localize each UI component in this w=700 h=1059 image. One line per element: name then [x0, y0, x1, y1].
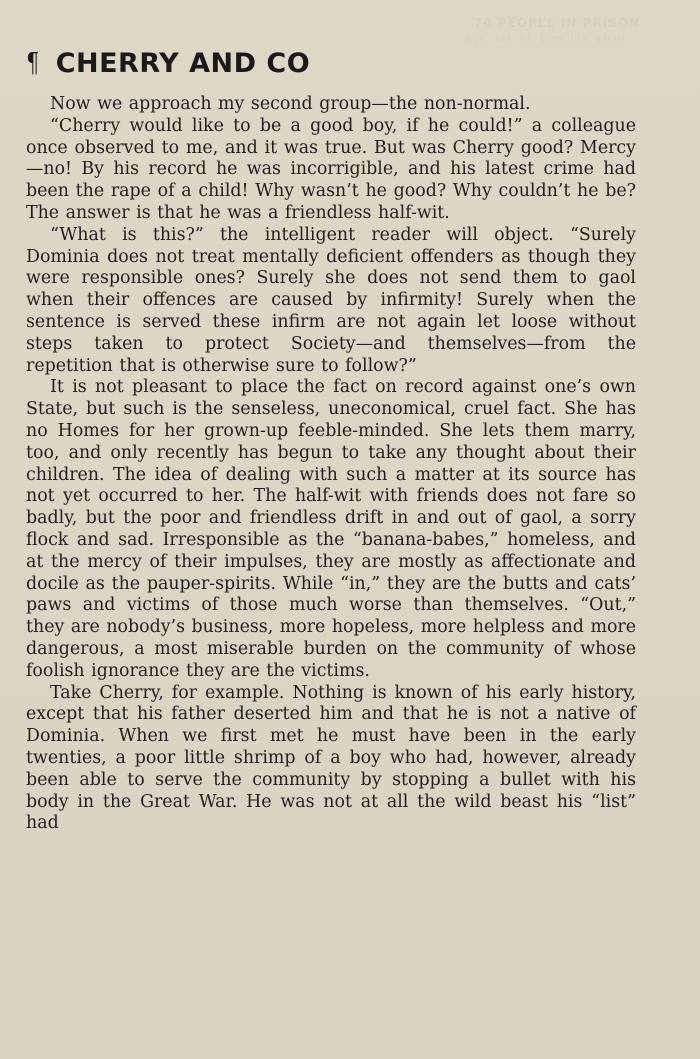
bleed-through-header: 70 PEOPLE IN PRISON — [474, 16, 640, 30]
pilcrow-icon: ¶ — [26, 48, 40, 79]
paragraph: “Cherry would like to be a good boy, if he could!” a colleague once observed to me, and it was true. But was Cherry good? Mercy—no! By his record he was incorrigible, and his latest crime had been the rape of a child! Why wasn’t he good? Why couldn’t he be? The answer is that he was a friendless half-wit. — [26, 115, 636, 223]
paragraph: It is not pleasant to place the fact on record against one’s own State, but such is the senseless, uneconomical, cruel fact. She has no Homes for her grown-up feeble-minded. She lets them marry, too, and only recently has begun to take any thought about their children. The idea of dealing with such a matter at its source has not yet occurred to her. The half-wit with friends does not fare so badly, but the poor and friendless drift in and out of gaol, a sorry flock and sad. Irresponsible as the “banana-babes,” homeless, and at the mercy of their impulses, they are mostly as affectionate and docile as the pauper-spirits. While “in,” they are the butts and cats’ paws and victims of those much worse than themselves. “Out,” they are nobody’s business, more hopeless, more helpless and more dangerous, a most miserable burden on the community of whose foolish ignorance they are the victims. — [26, 377, 637, 681]
paragraph: Now we approach my second group—the non-normal. — [50, 94, 531, 114]
heading-title: CHERRY AND CO — [55, 48, 311, 79]
paragraph: Take Cherry, for example. Nothing is known of his early history, except that his father deserted him and that he is not a native of Dominia. When we first met he must have been in the early twenties, a poor little shrimp of a boy who had, however, already been able to serve the community by stopping a bullet with his body in the Great War. He was not at all the wild beast his “list” had — [26, 682, 636, 834]
chapter-heading — [24, 48, 310, 79]
paragraph: “What is this?” the intelligent reader will object. “Surely Dominia does not treat mentally deficient offenders as though they were responsible ones? Surely she does not send them to gaol when their offences are caused by infirmity! Surely when the sentence is served these infirm are not again let loose without steps taken to protect Society—and themselves—from the repetition that is otherwise sure to follow?” — [26, 224, 636, 376]
body-text — [26, 94, 636, 835]
bleed-through-subline: Lot. 1st. Lt. Dominia, Lhall. — [466, 34, 630, 45]
